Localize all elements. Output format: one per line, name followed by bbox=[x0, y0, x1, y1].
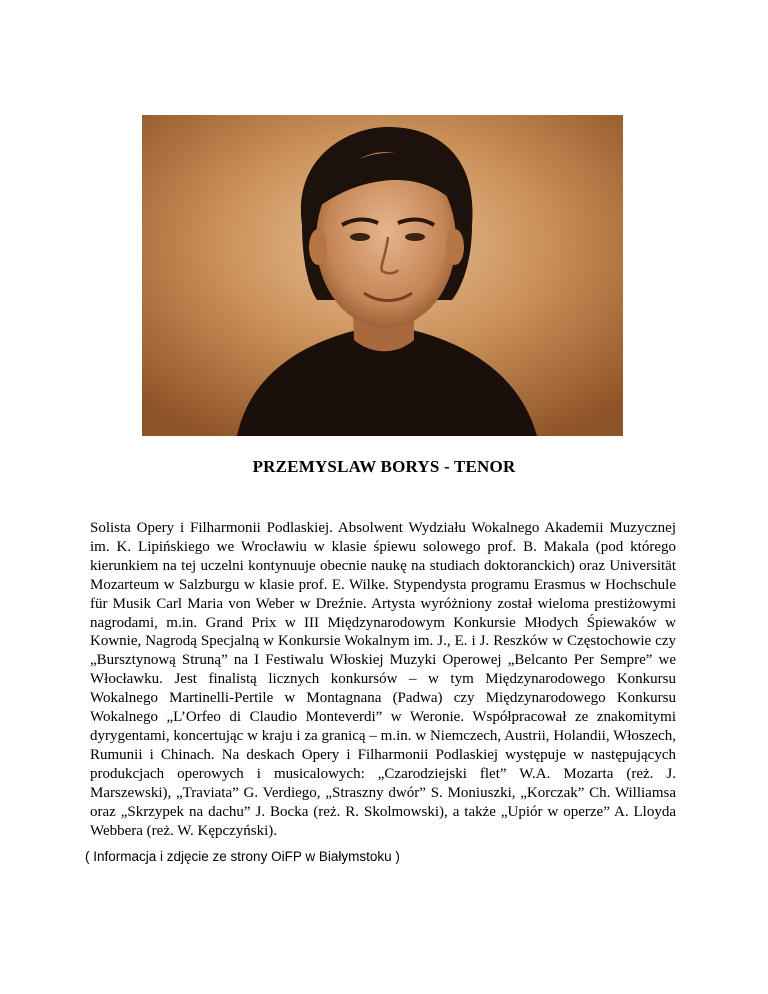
portrait-photo bbox=[142, 115, 623, 436]
biography-text: Solista Opery i Filharmonii Podlaskiej. Absolwent Wydziału Wokalnego Akademii Muzycznej im. K. Lipińskiego we Wrocławiu w klasie śpiewu solowego prof. B. Makala (pod którego kierunkiem na tej uczelni kontynuuje obecnie naukę na studiach doktoranckich) oraz Universität Mozarteum w Salzburgu w klasie prof. E. Wilke. Stypendysta programu Erasmus w Hochschule für Musik Carl Maria von Weber w Dreźnie. Artysta wyróżniony został wieloma prestiżowymi nagrodami, m.in. Grand Prix w III Międzynarodowym Konkursie Młodych Śpiewaków w Kownie, Nagrodą Specjalną w Konkursie Wokalnym im. J., E. i J. Reszków w Częstochowie czy „Bursztynową Struną” na I Festiwalu Włoskiej Muzyki Operowej „Belcanto Per Sempre” we Włocławku. Jest finalistą licznych konkursów – w tym Międzynarodowego Konkursu Wokalnego Martinelli-Pertile w Montagnana (Padwa) czy Międzynarodowego Konkursu Wokalnego „L’Orfeo di Claudio Monteverdi” w Weronie. Współpracował ze znakomitymi dyrygentami, koncertując w kraju i za granicą – m.in. w Niemczech, Austrii, Holandii, Włoszech, Rumunii i Chinach. Na deskach Opery i Filharmonii Podlaskiej występuje w następujących produkcjach operowych i musicalowych: „Czarodziejski flet” W.A. Mozarta (reż. J. Marszewski), „Traviata” G. Verdiego, „Straszny dwór” S. Moniuszki, „Korczak” Ch. Williamsa oraz „Skrzypek na dachu” J. Bocka (reż. R. Skolmowski), a także „Upiór w operze” A. Lloyda Webbera (reż. W. Kępczyński). bbox=[90, 520, 676, 839]
portrait-icon bbox=[142, 115, 623, 436]
page-title: PRZEMYSLAW BORYS - TENOR bbox=[252, 457, 516, 476]
source-note: ( Informacja i zdjęcie ze strony OiFP w Białymstoku ) bbox=[85, 849, 400, 864]
